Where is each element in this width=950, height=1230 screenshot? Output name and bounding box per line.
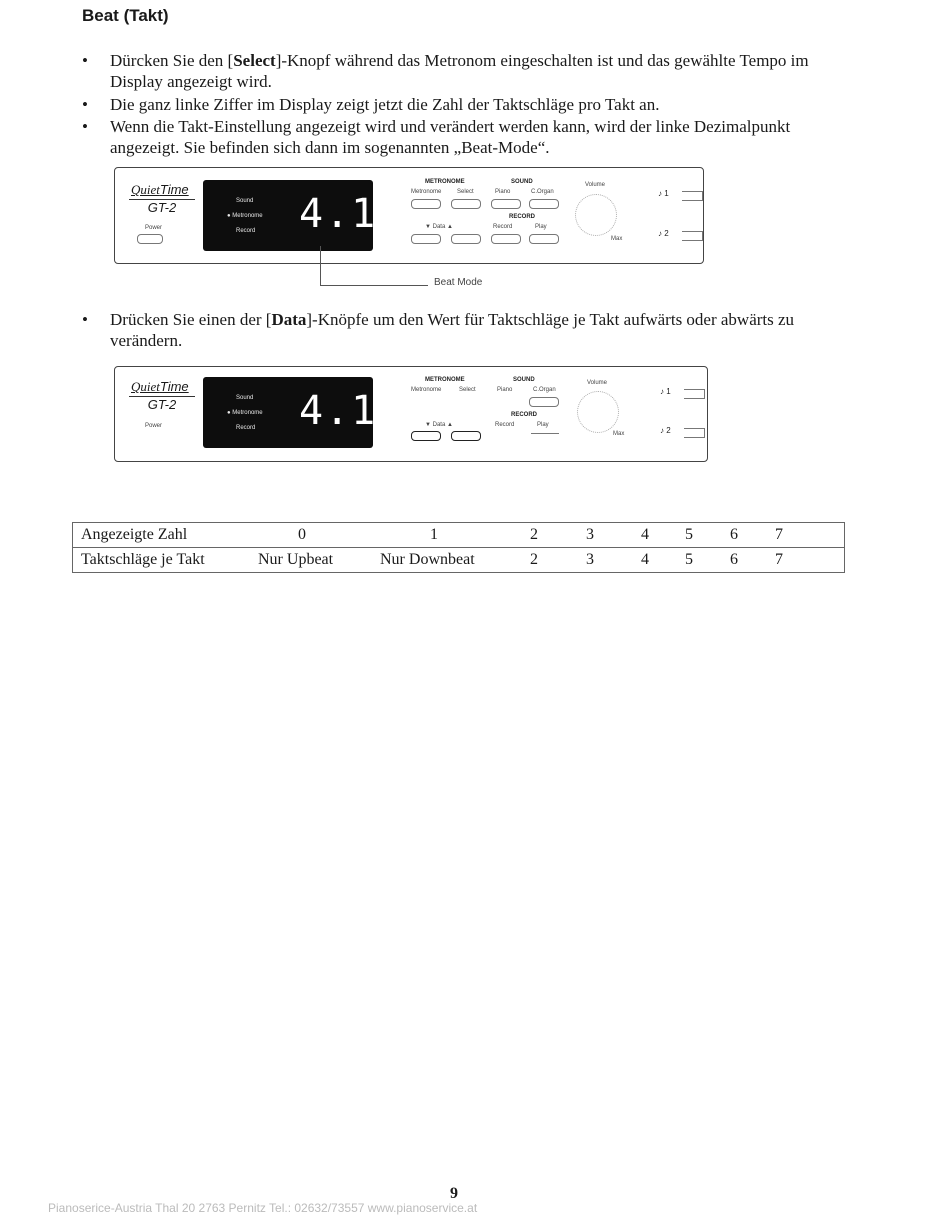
table-cell: 3 bbox=[586, 526, 594, 543]
data-down-button[interactable] bbox=[411, 431, 441, 441]
list-item: • Dürcken Sie den [Select]-Knopf während das Metronom eingeschalten ist und das gewählte Tempo im Display angezeigt wird. bbox=[82, 51, 809, 91]
select-button[interactable] bbox=[451, 199, 481, 209]
page-number: 9 bbox=[450, 1185, 458, 1202]
table-cell: 6 bbox=[730, 551, 738, 568]
volume-knob[interactable] bbox=[577, 391, 619, 433]
list-item: • Wenn die Takt-Einstellung angezeigt wird und verändert werden kann, wird der linke Dezimalpunkt angezeigt. Sie befinden sich dann im sogenannten „Beat-Mode“. bbox=[82, 117, 791, 157]
table-cell: 7 bbox=[775, 551, 783, 568]
table-cell: 3 bbox=[586, 551, 594, 568]
volume-knob[interactable] bbox=[575, 194, 617, 236]
table-cell: 5 bbox=[685, 551, 693, 568]
footer-watermark: Pianoserice-Austria Thal 20 2763 Pernitz Tel.: 02632/73557 www.pianoservice.at bbox=[48, 1201, 478, 1215]
data-up-arrow: ▲ bbox=[446, 422, 453, 428]
data-down-arrow: ▼ bbox=[425, 422, 431, 428]
model-label: GT-2 bbox=[129, 199, 195, 215]
bullet-dot: • bbox=[82, 117, 88, 136]
callout-line bbox=[320, 285, 428, 286]
table-cell: 5 bbox=[685, 526, 693, 543]
model-label: GT-2 bbox=[129, 396, 195, 412]
callout-line bbox=[320, 246, 321, 286]
data-up-button[interactable] bbox=[451, 234, 481, 244]
page-title: Beat (Takt) bbox=[82, 6, 169, 25]
list-item: • Drücken Sie einen der [Data]-Knöpfe um den Wert für Taktschläge je Takt aufwärts oder abwärts zu verändern. bbox=[82, 310, 795, 350]
list-item: • Die ganz linke Ziffer im Display zeigt jetzt die Zahl der Taktschläge pro Takt an. bbox=[82, 95, 660, 114]
headphone-jack-1: ♪ 1 bbox=[658, 189, 669, 198]
data-up-arrow: ▲ bbox=[446, 224, 453, 230]
table-cell: 6 bbox=[730, 526, 738, 543]
headphone-jack-2: ♪ 2 bbox=[660, 426, 671, 435]
table-cell: 7 bbox=[775, 526, 783, 543]
headphone-jack-1: ♪ 1 bbox=[660, 387, 671, 396]
led-display: Sound ● Metronome Record 4.15 bbox=[203, 377, 373, 448]
table-cell: 4 bbox=[641, 526, 649, 543]
headphone-jack-2: ♪ 2 bbox=[658, 229, 669, 238]
beat-mode-label: Beat Mode bbox=[434, 277, 483, 288]
table-cell: Nur Upbeat bbox=[258, 551, 334, 568]
bullet-dot: • bbox=[82, 310, 88, 329]
play-button[interactable] bbox=[529, 234, 559, 244]
row-header: Angezeigte Zahl bbox=[81, 526, 188, 543]
row-header: Taktschläge je Takt bbox=[81, 551, 205, 568]
beat-table bbox=[72, 522, 845, 573]
table-cell: 4 bbox=[641, 551, 649, 568]
table-cell: 2 bbox=[530, 526, 538, 543]
data-down-arrow: ▼ bbox=[425, 224, 431, 230]
piano-button[interactable] bbox=[491, 199, 521, 209]
metronome-button[interactable] bbox=[411, 199, 441, 209]
play-button[interactable] bbox=[531, 433, 559, 434]
bullet-dot: • bbox=[82, 95, 88, 114]
device-panel: QuietTime GT-2 Power Sound ● Metronome Record 4.15 METRONOME SOUND Metronome Select Piano C.Organ RECORD ▼ Data ▲ Record Play Volume Max ♪ 1 ♪ 2 bbox=[114, 366, 708, 462]
table-cell: 1 bbox=[430, 526, 438, 543]
quiettime-logo: QuietTime bbox=[131, 182, 189, 197]
table-row bbox=[73, 547, 844, 572]
table-cell: 2 bbox=[530, 551, 538, 568]
c-organ-button[interactable] bbox=[529, 397, 559, 407]
table-cell: Nur Downbeat bbox=[380, 551, 475, 568]
bullet-dot: • bbox=[82, 51, 88, 70]
device-panel: QuietTime GT-2 Power Sound ● Metronome Record 4.15 METRONOME SOUND Metronome Select Piano C.Organ RECORD ▼ Data ▲ Record Play Volume Max ♪ 1 ♪ 2 bbox=[114, 167, 704, 264]
data-down-button[interactable] bbox=[411, 234, 441, 244]
power-button[interactable] bbox=[137, 234, 163, 244]
data-up-button[interactable] bbox=[451, 431, 481, 441]
c-organ-button[interactable] bbox=[529, 199, 559, 209]
table-cell: 0 bbox=[298, 526, 306, 543]
display-value: 4.15 bbox=[299, 388, 404, 434]
quiettime-logo: QuietTime bbox=[131, 379, 189, 394]
led-display: Sound ● Metronome Record 4.15 bbox=[203, 180, 373, 251]
table-row bbox=[73, 523, 844, 547]
record-button[interactable] bbox=[491, 234, 521, 244]
display-value: 4.15 bbox=[299, 191, 404, 237]
